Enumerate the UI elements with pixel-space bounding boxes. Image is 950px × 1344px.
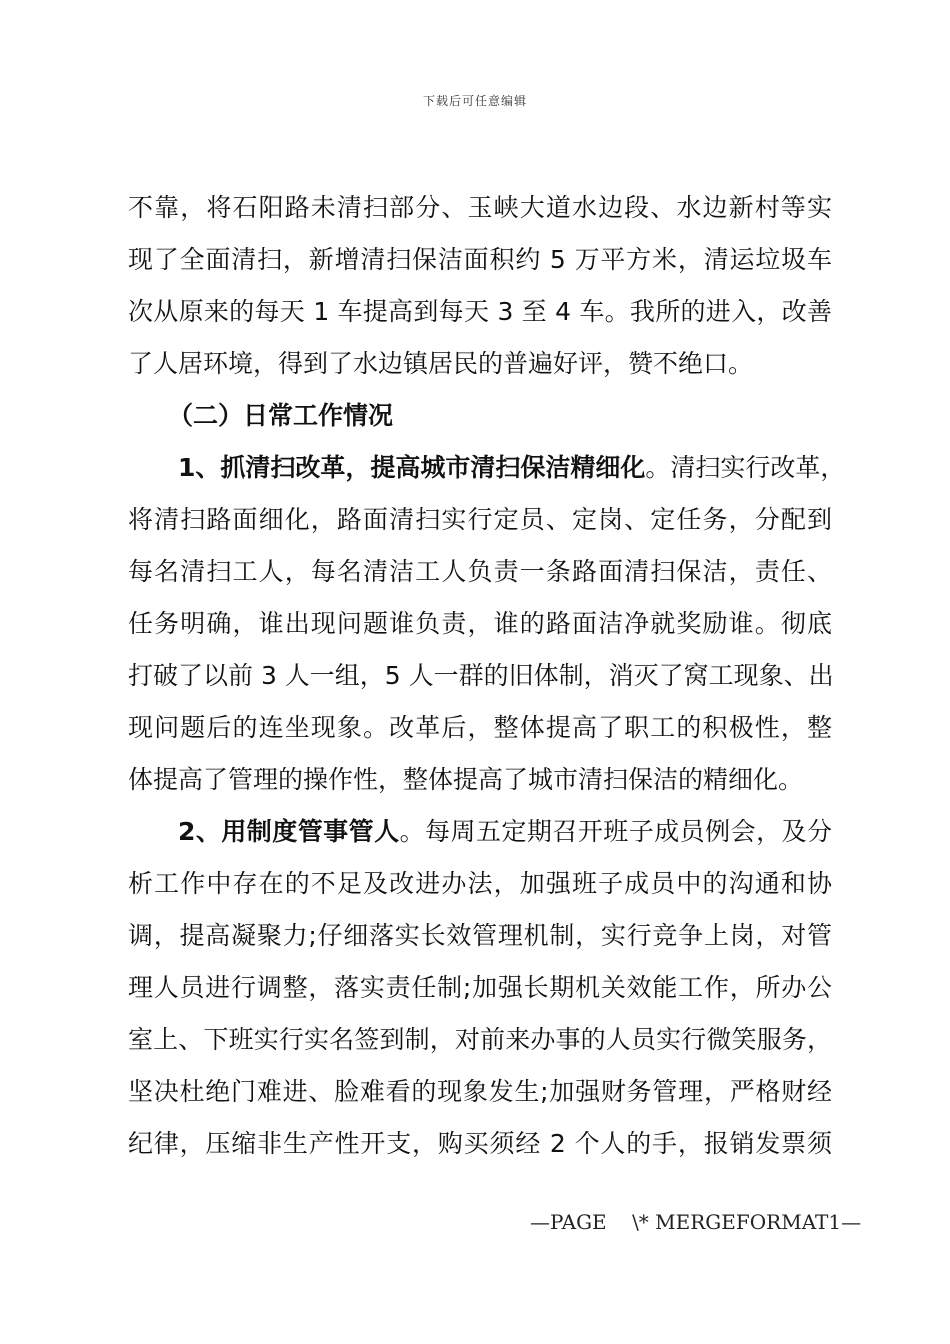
item-intro: 。每周五定期召开班子成员例会，及分 — [399, 817, 832, 846]
paragraph-line: 次从原来的每天 1 车提高到每天 3 至 4 车。我所的进入，改善 — [128, 297, 832, 326]
section-heading: （二）日常工作情况 — [168, 401, 394, 430]
paragraph-line: 室上、下班实行实名签到制，对前来办事的人员实行微笑服务， — [128, 1025, 832, 1054]
page-number-field: —PAGE \* MERGEFORMAT1— — [530, 1210, 862, 1234]
document-body — [128, 182, 846, 1170]
item-title: 1、抓清扫改革，提高城市清扫保洁精细化 — [178, 453, 646, 482]
item-intro: 。清扫实行改革， — [645, 453, 846, 482]
paragraph-line: 纪律，压缩非生产性开支，购买须经 2 个人的手，报销发票须 — [128, 1129, 832, 1158]
paragraph-line: 不靠，将石阳路未清扫部分、玉峡大道水边段、水边新村等实 — [128, 193, 832, 222]
paragraph-line: 坚决杜绝门难进、脸难看的现象发生;加强财务管理，严格财经 — [128, 1077, 832, 1106]
header-note: 下载后可任意编辑 — [422, 94, 527, 108]
paragraph-line: 理人员进行调整，落实责任制;加强长期机关效能工作，所办公 — [128, 973, 832, 1002]
paragraph-line: 了人居环境，得到了水边镇居民的普遍好评，赞不绝口。 — [128, 349, 754, 378]
paragraph-line: 调，提高凝聚力;仔细落实长效管理机制，实行竞争上岗，对管 — [128, 921, 832, 950]
paragraph-line: 体提高了管理的操作性，整体提高了城市清扫保洁的精细化。 — [128, 765, 804, 794]
paragraph-line: 打破了以前 3 人一组，5 人一群的旧体制，消灭了窝工现象、出 — [128, 661, 834, 690]
item-heading-line — [128, 806, 832, 858]
item-heading-line — [128, 442, 846, 494]
paragraph-line: 现了全面清扫，新增清扫保洁面积约 5 万平方米，清运垃圾车 — [128, 245, 832, 274]
paragraph-line: 任务明确，谁出现问题谁负责，谁的路面洁净就奖励谁。彻底 — [128, 609, 832, 638]
paragraph-line: 将清扫路面细化，路面清扫实行定员、定岗、定任务，分配到 — [128, 505, 832, 534]
paragraph-line: 每名清扫工人，每名清洁工人负责一条路面清扫保洁，责任、 — [128, 557, 832, 586]
paragraph-line: 析工作中存在的不足及改进办法，加强班子成员中的沟通和协 — [128, 869, 832, 898]
item-title: 2、用制度管事管人 — [178, 817, 400, 846]
paragraph-line: 现问题后的连坐现象。改革后，整体提高了职工的积极性，整 — [128, 713, 832, 742]
